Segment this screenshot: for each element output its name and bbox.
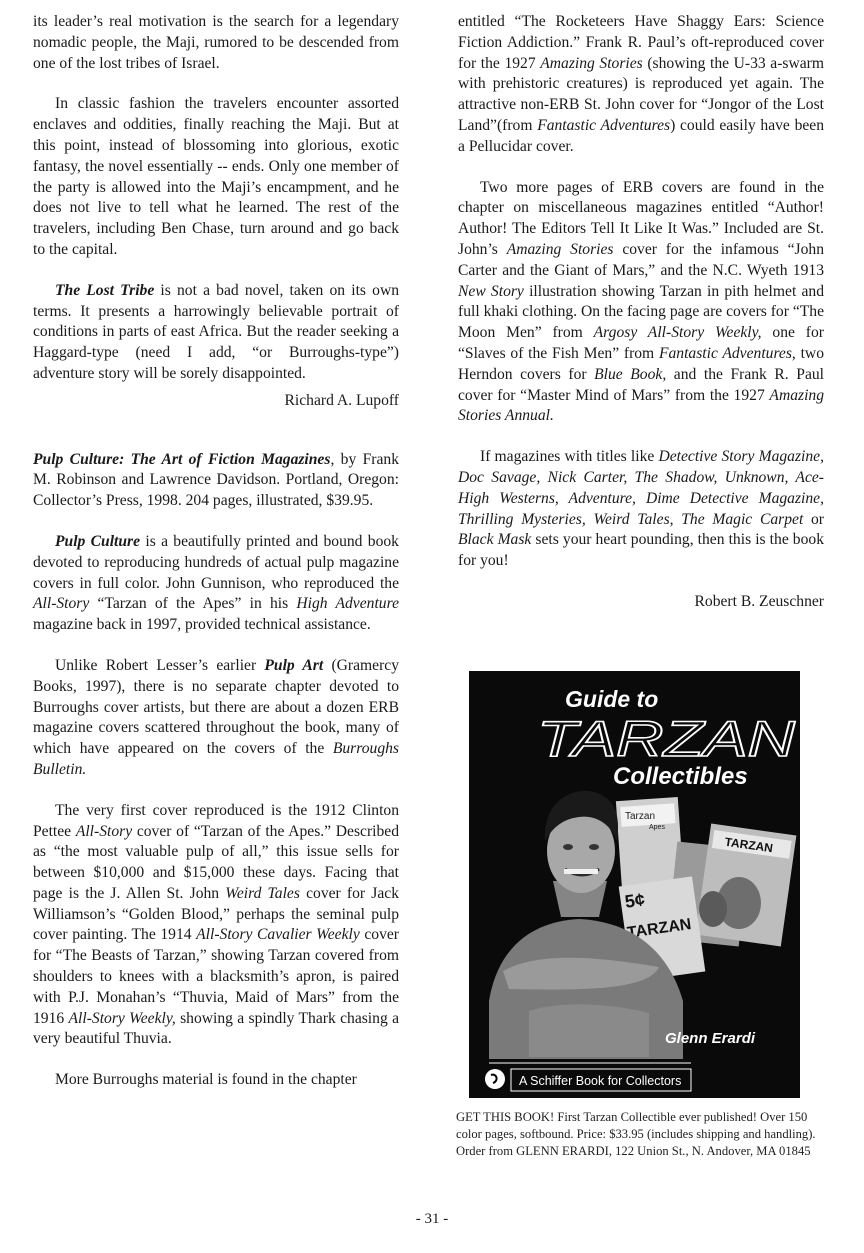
paragraph [33,281,399,385]
text-run: (Gramercy Books, 1997), there is no separate chapter devoted to Burroughs cover artists, but there are about a dozen ERB magazine covers scattered throughout the book, many of which have appeared on the covers of the [33,656,400,758]
text-run: Black Mask [458,531,532,549]
magazine-title: TARZAN [723,834,774,856]
paragraph [458,447,824,572]
text-run: Detective Story Magazine, Doc Savage, Nick Carter, The Shadow, Unknown, Ace-High Westerns, Adventure, Dime Detective Magazine, Thrilling Mysteries, Weird Tales, The Magic Carpet [458,448,824,528]
text-run: All-Story [75,822,133,840]
text-run: is not a bad novel, taken on its own terms. It presents a harrowingly believable portrait of conditions in parts of east Africa. But the reader seeking a Haggard-type (need I add, “or Burroughs-type”) adventure story will be sorely disappointed. [33,281,399,382]
review-title: Pulp Culture: The Art of Fiction Magazines [33,450,331,468]
book-title: The Lost Tribe [55,281,155,299]
text-run: Two more pages of ERB covers are found in the chapter on miscellaneous magazines entitled “Author! Author! The Editors Tell It Like It Was.” Included are St. John’s [458,178,824,258]
text-run: If magazines with titles like [480,448,659,466]
text-run: Amazing Stories Annual. [458,386,824,425]
magazine-subtitle: Apes [649,824,665,831]
text-run: “Tarzan of the Apes” in his [89,595,297,613]
text-run: or [803,510,825,528]
text-run: cover for the infamous “John Carter and the Giant of Mars,” and the N.C. Wyeth 1913 [458,240,824,279]
magazine-title: TARZAN [626,915,693,942]
paragraph [33,532,399,636]
text-run: Burroughs Bulletin. [33,740,399,778]
text-run: Weird Tales [225,884,300,902]
signature-lupoff: Richard A. Lupoff [284,391,399,409]
cover-title-tarzan: TARZAN [537,711,797,767]
page-number: - 31 - [415,1211,449,1227]
text-run: All-Story Cavalier Weekly [196,926,360,944]
text-run: High Adventure [296,595,399,613]
text-run: sets your heart pounding, then this is the book for you! [458,531,824,570]
text-run: two Herndon covers for [458,344,824,383]
cover-footer: A Schiffer Book for Collectors [519,1074,682,1088]
book-title: Pulp Art [264,656,324,674]
text-run: (showing the U-33 a-swarm with prehistoric creatures) is reproduced yet again. The attractive non-ERB St. John cover for “Jongor of the Lost Land”(from [458,54,824,134]
text-run: All-Story [33,595,90,613]
text-run: Argosy All-Story Weekly, [593,324,762,342]
text-run: cover for Jack Williamson’s “Golden Blood,” perhaps the seminal pulp cover painting. The 1914 [33,884,399,944]
review-heading [33,450,399,512]
text-run: magazine back in 1997, provided technical assistance. [33,616,371,634]
book-cover-image [469,671,800,1098]
text-run: Fantastic Adventures [537,116,671,134]
paragraph [33,656,399,781]
signature-zeuschner: Robert B. Zeuschner [694,592,824,610]
paragraph [33,801,399,1051]
cover-author: Glenn Erardi [665,1030,756,1047]
review-meta: , by Frank M. Robinson and Lawrence Davidson. Portland, Oregon: Collector’s Press, 1998. 204 pages, illustrated, $39.95. [33,450,399,510]
text-run: Amazing Stories [506,240,614,258]
text-run: All-Story Weekly, [68,1009,176,1027]
text-run: ) could easily have been a Pellucidar cover. [458,116,824,155]
book-title: Pulp Culture [55,532,141,550]
text-run: entitled “The Rocketeers Have Shaggy Ears: Science Fiction Addiction.” Frank R. Paul’s oft-reproduced cover for the 1927 [458,13,824,72]
paragraph: In classic fashion the travelers encounter assorted enclaves and oddities, finally reaching the Maji. But at this point, instead of blossoming into glorious, exotic fantasy, the novel essentially -- ends. Only one member of the party is allowed into the Maji’s encampment, and he does not live to tell what he learned. The rest of the travelers, including Ben Chase, turn around and go back to the capital. [33,95,399,258]
paragraph: More Burroughs material is found in the chapter [55,1071,357,1089]
text-run: illustration showing Tarzan in pith helmet and full khaki clothing. On the facing page are covers for “The Moon Men” from [458,282,824,342]
left-column [33,12,399,1111]
text-run: Unlike Robert Lesser’s earlier [55,656,265,674]
text-run: New Story [458,282,524,300]
text-run: Fantastic Adventures, [658,344,796,362]
cover-title-line3: Collectibles [613,763,748,790]
text-run: Amazing Stories [540,54,643,72]
text-run: cover of “Tarzan of the Apes.” Described as “the most valuable pulp of all,” this issue sells for between $10,000 and $15,000 these days. Facing that page is the J. Allen St. John [33,822,400,902]
text-run: The very first cover reproduced is the 1912 Clinton Pettee [33,801,399,840]
text-run: showing a spindly Thark chasing a very beautiful Thuvia. [33,1009,399,1048]
text-run: cover for “The Beasts of Tarzan,” showing Tarzan covered from shoulders to knees with a blacksmith’s apron, is paired with P.J. Monahan’s “Thuvia, Maid of Mars” from the 1916 [33,926,399,1027]
text-run: and the Frank R. Paul cover for “Master Mind of Mars” from the 1927 [458,365,824,404]
magazine-price: 5¢ [623,889,647,912]
paragraph: its leader’s real motivation is the search for a legendary nomadic people, the Maji, rumored to be descended from one of the lost tribes of Israel. [33,13,399,72]
right-column [458,12,824,633]
cover-title-line1: Guide to [565,686,659,712]
text-run: Blue Book, [594,365,667,383]
text-run: is a beautifully printed and bound book devoted to reproducing hundreds of actual pulp magazine covers in full color. John Gunnison, who reproduced the [33,532,399,592]
text-run: one for “Slaves of the Fish Men” from [458,324,824,362]
magazine-title: Tarzan [625,811,656,822]
paragraph [458,12,824,158]
paragraph [458,178,824,428]
ad-caption: GET THIS BOOK! First Tarzan Collectible ever published! Over 150 color pages, softbound. Price: $33.95 (includes shipping and handling). Order from GLENN ERARDI, 122 Union St., N. Andover, MA 01845 [456,1110,816,1158]
